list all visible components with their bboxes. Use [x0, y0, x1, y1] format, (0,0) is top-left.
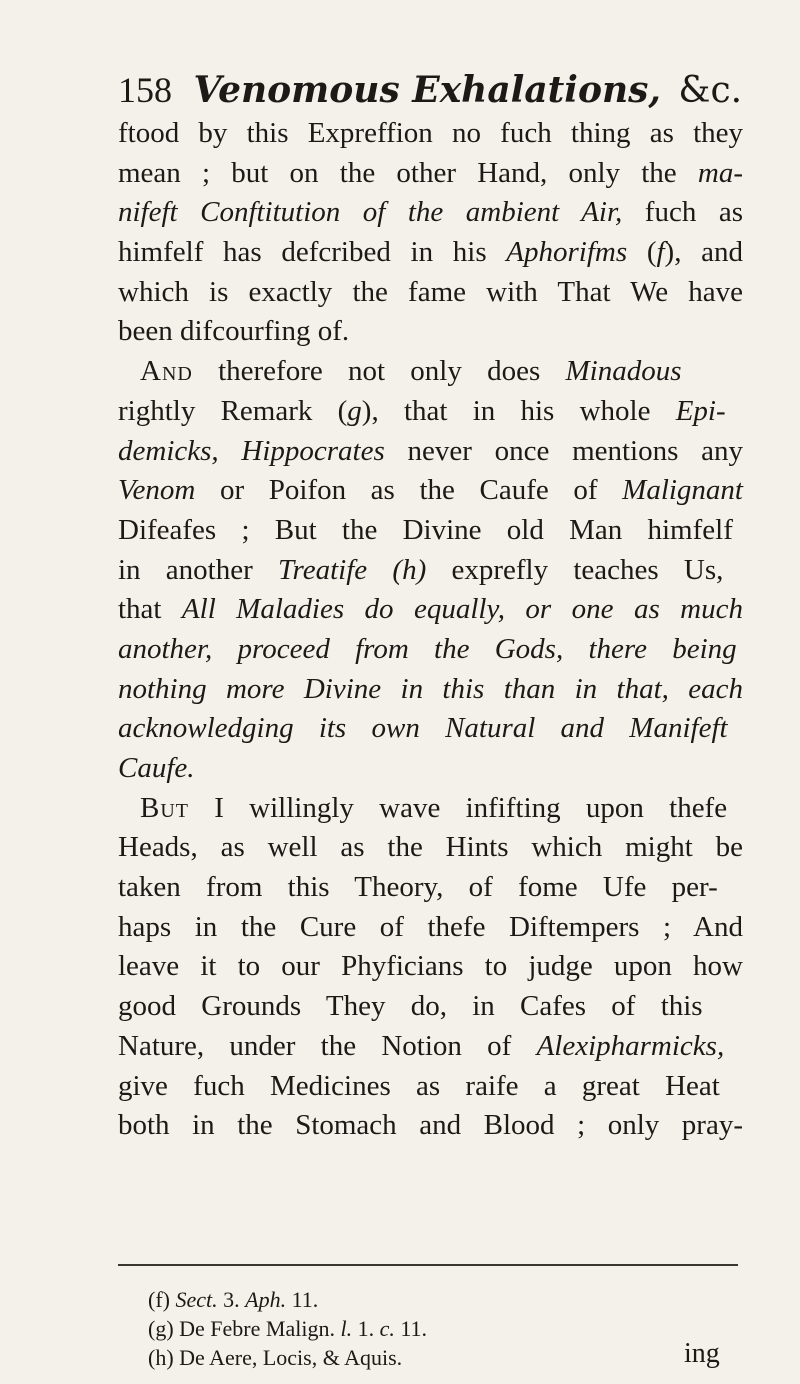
- text-line: [118, 749, 743, 789]
- text-segment: nothing more Divine in this than in that, each: [118, 672, 743, 705]
- footnote-segment: c.: [379, 1316, 395, 1341]
- footnote-segment: 11.: [286, 1287, 319, 1312]
- text-line: [118, 789, 743, 829]
- text-segment: taken from this Theory, of fome Ufe per-: [118, 871, 718, 904]
- text-segment: both in the Stomach and Blood ; only pray-: [118, 1109, 743, 1142]
- footnote: [148, 1314, 708, 1343]
- text-segment: in another: [118, 553, 279, 586]
- text-segment: Caufe.: [118, 752, 195, 784]
- text-line: [118, 947, 743, 987]
- text-segment: But: [140, 791, 190, 824]
- footnote: [148, 1285, 708, 1314]
- text-segment: ma-: [697, 156, 743, 189]
- text-segment: Heads, as well as the Hints which might be: [118, 831, 743, 864]
- footnote-segment: (f): [148, 1287, 176, 1312]
- body-text: [118, 114, 743, 1146]
- text-segment: fuch as: [622, 196, 743, 229]
- text-line: [118, 987, 743, 1027]
- text-line: [118, 193, 743, 233]
- text-segment: himfelf has defcribed in his: [118, 236, 507, 269]
- footnote-segment: Aph.: [245, 1287, 287, 1312]
- text-line: [118, 114, 743, 154]
- text-segment: Difeafes ; But the Divine old Man himfelf: [118, 513, 733, 546]
- text-segment: another, proceed from the Gods, there being: [118, 632, 737, 665]
- text-segment: ftood by this Expreffion no fuch thing as they: [118, 117, 743, 149]
- running-title-suffix: &c.: [678, 70, 743, 111]
- text-segment: f: [656, 236, 665, 269]
- text-line: [118, 670, 743, 710]
- text-line: [118, 471, 743, 511]
- text-line: [118, 828, 743, 868]
- text-segment: Malignant: [622, 474, 743, 507]
- text-line: [118, 312, 743, 352]
- footnote-segment: l.: [340, 1316, 353, 1341]
- text-line: [118, 273, 743, 313]
- text-line: [118, 233, 743, 273]
- text-line: [118, 590, 743, 630]
- footnotes: [148, 1285, 708, 1372]
- running-title: Venomous Exhalations,: [193, 69, 661, 111]
- text-segment: that: [118, 593, 182, 626]
- text-segment: mean ; but on the other Hand, only the: [118, 156, 698, 189]
- catchword: ing: [684, 1338, 720, 1369]
- footnote-segment: Sect.: [175, 1287, 218, 1312]
- text-segment: Treatife (h): [278, 553, 427, 586]
- text-segment: been difcourfing of.: [118, 315, 350, 348]
- text-segment: rightly Remark (: [118, 394, 348, 427]
- text-segment: which is exactly the fame with That We have: [118, 275, 743, 308]
- text-segment: therefore not only does: [192, 355, 566, 388]
- text-segment: good Grounds They do, in Cafes of this: [118, 990, 703, 1023]
- text-line: [118, 551, 743, 591]
- text-line: [118, 1067, 743, 1107]
- footnote-segment: (g) De Febre Malign.: [148, 1316, 341, 1341]
- text-segment: Minadous: [565, 355, 682, 388]
- text-segment: exprefly teaches Us,: [426, 553, 724, 586]
- text-line: [118, 630, 743, 670]
- text-line: [118, 352, 743, 392]
- text-line: [118, 154, 743, 194]
- text-segment: (: [627, 236, 657, 269]
- text-segment: I willingly wave infifting upon thefe: [189, 791, 728, 824]
- text-segment: give fuch Medicines as raife a great Heat: [118, 1069, 720, 1102]
- footnote-segment: 11.: [394, 1316, 428, 1341]
- page-number: 158: [118, 70, 172, 110]
- text-line: [118, 511, 743, 551]
- text-line: [118, 392, 743, 432]
- footnote-segment: 3.: [217, 1287, 246, 1312]
- footnote: [148, 1343, 708, 1372]
- text-line: [118, 432, 743, 472]
- text-line: [118, 709, 743, 749]
- text-segment: ), that in his whole: [361, 394, 676, 427]
- footnote-segment: (h) De Aere, Locis, & Aquis.: [148, 1345, 403, 1370]
- text-segment: Aphorifms: [506, 236, 628, 269]
- text-segment: g: [347, 394, 362, 427]
- running-head: [118, 64, 743, 116]
- text-line: [118, 868, 743, 908]
- footnote-segment: 1.: [352, 1316, 380, 1341]
- text-segment: haps in the Cure of thefe Diftempers ; And: [118, 910, 743, 943]
- text-segment: Alexipharmicks,: [536, 1029, 725, 1062]
- text-segment: Nature, under the Notion of: [118, 1029, 537, 1062]
- text-segment: Venom: [118, 474, 196, 507]
- text-segment: ), and: [664, 236, 744, 269]
- text-segment: or Poifon as the Caufe of: [195, 474, 623, 507]
- text-segment: acknowledging its own Natural and Manifeft: [118, 712, 728, 745]
- text-segment: All Maladies do equally, or one as much: [181, 593, 743, 626]
- text-line: [118, 908, 743, 948]
- footnote-rule: [118, 1264, 738, 1266]
- text-segment: And: [140, 355, 193, 388]
- text-segment: demicks, Hippocrates: [118, 434, 385, 467]
- text-line: [118, 1027, 743, 1067]
- text-segment: leave it to our Phyficians to judge upon how: [118, 950, 743, 983]
- text-segment: Epi-: [675, 394, 726, 427]
- text-line: [118, 1106, 743, 1146]
- text-segment: never once mentions any: [384, 434, 743, 467]
- text-segment: nifeft Conftitution of the ambient Air,: [118, 196, 623, 229]
